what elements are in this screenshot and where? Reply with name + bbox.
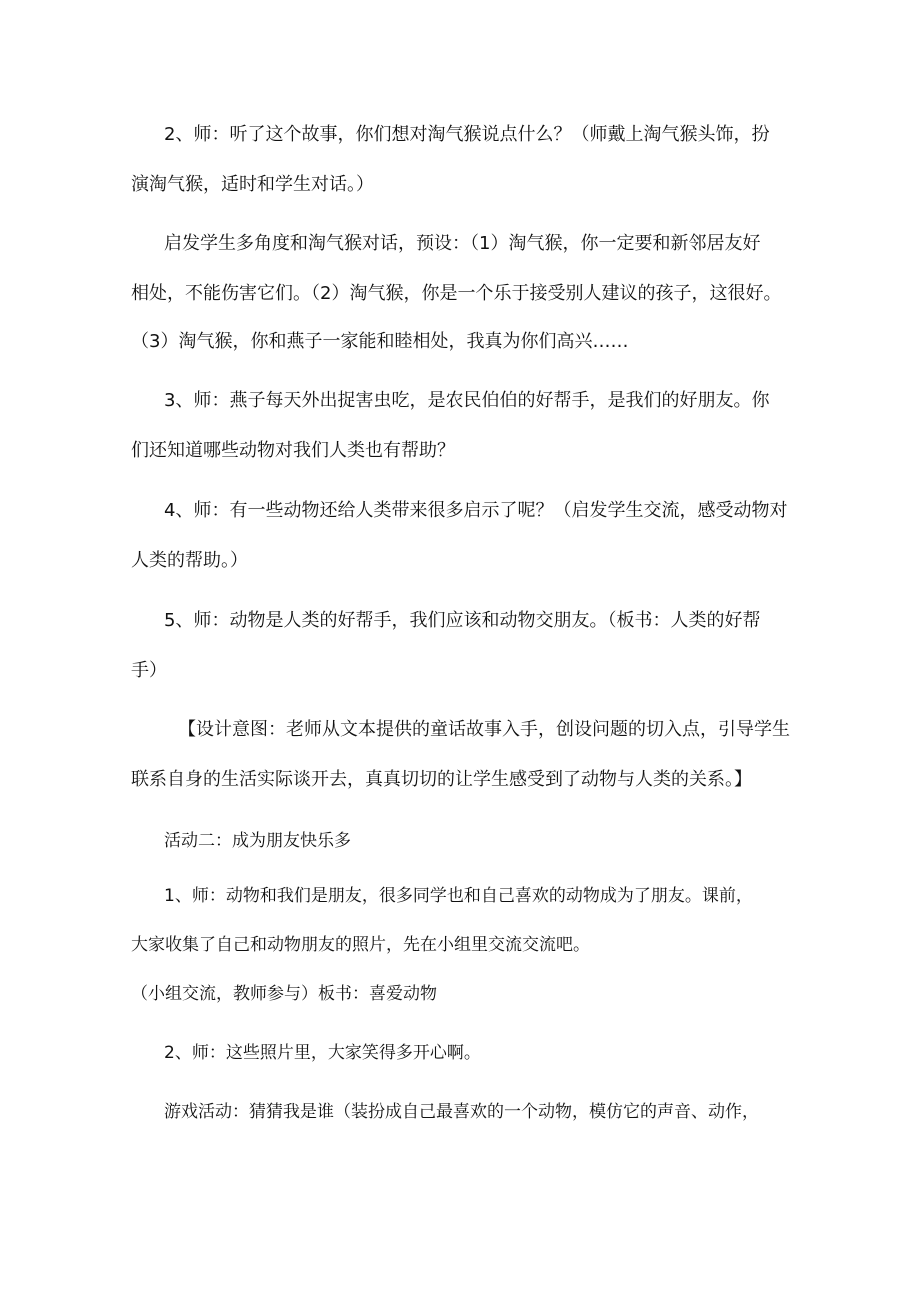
design-intent-line-2: 联系自身的生活实际谈开去，真真切切的让学生感受到了动物与人类的关系。】 xyxy=(131,769,752,790)
paragraph-5-line-2: 手） xyxy=(131,660,167,681)
activity-item-1-line-2: 大家收集了自己和动物朋友的照片，先在小组里交流交流吧。 xyxy=(131,935,590,955)
dialog-paragraph-line-1: 启发学生多角度和淘气猴对话，预设：（1）淘气猴，你一定要和新邻居友好 xyxy=(164,233,761,254)
activity-item-1-line-3: （小组交流，教师参与）板书：喜爱动物 xyxy=(131,984,437,1004)
activity-item-1-line-1: 1、师：动物和我们是朋友，很多同学也和自己喜欢的动物成为了朋友。课前， xyxy=(164,886,753,906)
paragraph-2-line-1: 2、师：听了这个故事，你们想对淘气猴说点什么？（师戴上淘气猴头饰，扮 xyxy=(164,124,770,145)
paragraph-5-line-1: 5、师：动物是人类的好帮手，我们应该和动物交朋友。（板书：人类的好帮 xyxy=(164,610,761,631)
game-activity-line-1: 游戏活动：猜猜我是谁（装扮成自己最喜欢的一个动物，模仿它的声音、动作， xyxy=(164,1102,759,1122)
paragraph-3-line-2: 们还知道哪些动物对我们人类也有帮助？ xyxy=(131,440,455,461)
activity-2-heading: 活动二：成为朋友快乐多 xyxy=(164,831,351,851)
activity-item-2-line-1: 2、师：这些照片里，大家笑得多开心啊。 xyxy=(164,1043,481,1063)
paragraph-4-line-1: 4、师：有一些动物还给人类带来很多启示了呢？（启发学生交流，感受动物对 xyxy=(164,500,788,521)
paragraph-3-line-1: 3、师：燕子每天外出捉害虫吃，是农民伯伯的好帮手，是我们的好朋友。你 xyxy=(164,390,770,411)
paragraph-2-line-2: 演淘气猴，适时和学生对话。） xyxy=(131,174,374,195)
dialog-paragraph-line-2: 相处，不能伤害它们。（2）淘气猴，你是一个乐于接受别人建议的孩子，这很好。 xyxy=(131,283,782,304)
paragraph-4-line-2: 人类的帮助。） xyxy=(131,550,248,571)
design-intent-line-1: 【设计意图：老师从文本提供的童话故事入手，创设问题的切入点，引导学生 xyxy=(178,719,790,740)
dialog-paragraph-line-3: （3）淘气猴，你和燕子一家能和睦相处，我真为你们高兴…… xyxy=(131,331,629,352)
